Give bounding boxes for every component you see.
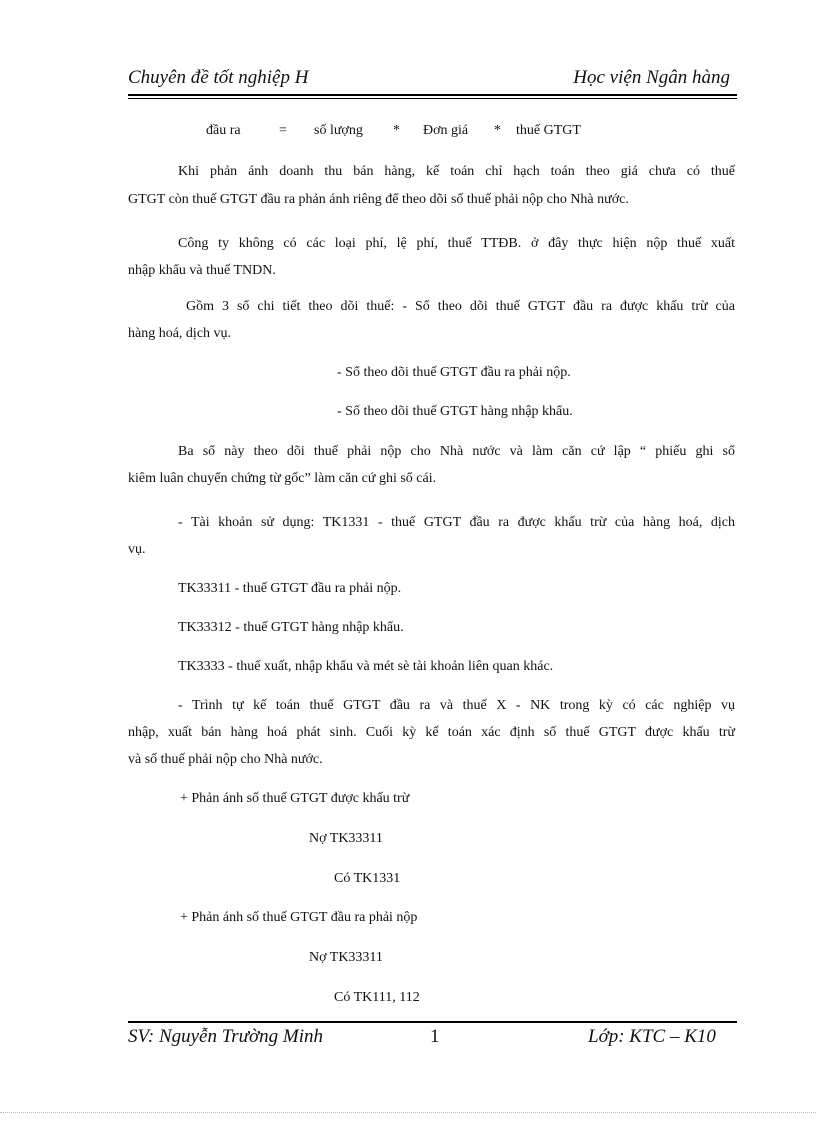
- paragraph-line: vụ.: [128, 542, 146, 557]
- page-number: 1: [430, 1026, 440, 1047]
- entry-debit: Nợ TK33311: [309, 831, 383, 846]
- paragraph-line: GTGT còn thuế GTGT đầu ra phản ánh riêng để theo dõi số thuế phải nộp cho Nhà nước.: [128, 192, 629, 207]
- paragraph-line: nhập, xuất bán hàng hoá phát sinh. Cuối kỳ kế toán xác định số thuế GTGT được khấu trừ: [128, 725, 735, 740]
- header-rule-thick: [128, 94, 737, 96]
- footer-class: Lớp: KTC – K10: [588, 1026, 716, 1047]
- header-right: Học viện Ngân hàng: [573, 67, 730, 88]
- formula-term-a: đầu ra: [206, 123, 241, 138]
- paragraph-line: TK33311 - thuế GTGT đầu ra phải nộp.: [178, 581, 402, 596]
- formula-term-c: Đơn giá: [423, 123, 469, 138]
- paragraph-line: nhập khẩu và thuế TNDN.: [128, 263, 276, 278]
- paragraph-line: - Sổ theo dõi thuế GTGT hàng nhập khẩu.: [337, 404, 573, 419]
- formula-equals: =: [279, 123, 287, 138]
- paragraph-line: TK3333 - thuế xuất, nhập khẩu và mét sè tài khoản liên quan khác.: [178, 659, 554, 674]
- entry-debit: Nợ TK33311: [309, 950, 383, 965]
- page-bottom-divider: [0, 1112, 816, 1113]
- paragraph-line: - Sổ theo dõi thuế GTGT đầu ra phải nộp.: [337, 365, 571, 380]
- paragraph-line: Gồm 3 sổ chi tiết theo dõi thuế: - Sổ theo dõi thuế GTGT đầu ra được khấu trừ của: [186, 299, 735, 314]
- entry-credit: Có TK111, 112: [334, 990, 420, 1005]
- paragraph-line: TK33312 - thuế GTGT hàng nhập khẩu.: [178, 620, 404, 635]
- header-rule-thin: [128, 98, 737, 99]
- paragraph-line: - Trình tự kế toán thuế GTGT đầu ra và thuế X - NK trong kỳ có các nghiệp vụ: [178, 698, 735, 713]
- paragraph-line: và số thuế phải nộp cho Nhà nước.: [128, 752, 323, 767]
- paragraph-line: Ba sổ này theo dõi thuế phải nộp cho Nhà nước và làm căn cứ lập “ phiếu ghi sổ: [178, 444, 735, 459]
- paragraph-line: hàng hoá, dịch vụ.: [128, 326, 232, 341]
- footer-student: SV: Nguyễn Trường Minh: [128, 1026, 324, 1047]
- entry-heading: + Phản ánh số thuế GTGT đầu ra phải nộp: [180, 910, 418, 925]
- footer-rule: [128, 1021, 737, 1023]
- entry-credit: Có TK1331: [334, 871, 401, 886]
- header-left: Chuyên đề tốt nghiệp H: [128, 67, 309, 88]
- paragraph-line: kiêm luân chuyển chứng từ gốc” làm căn cứ ghi sổ cái.: [128, 471, 437, 486]
- formula-term-d: thuế GTGT: [516, 123, 581, 138]
- paragraph-line: - Tài khoản sử dụng: TK1331 - thuế GTGT đầu ra được khấu trừ của hàng hoá, dịch: [178, 515, 735, 530]
- paragraph-line: Khi phản ánh doanh thu bán hàng, kế toán chỉ hạch toán theo giá chưa có thuế: [178, 164, 735, 179]
- formula-multiply-1: *: [393, 123, 400, 138]
- formula-multiply-2: *: [494, 123, 501, 138]
- formula-term-b: số lượng: [314, 123, 363, 138]
- entry-heading: + Phản ánh số thuế GTGT được khấu trừ: [180, 791, 410, 806]
- paragraph-line: Công ty không có các loại phí, lệ phí, thuế TTĐB. ở đây thực hiện nộp thuế xuất: [178, 236, 735, 251]
